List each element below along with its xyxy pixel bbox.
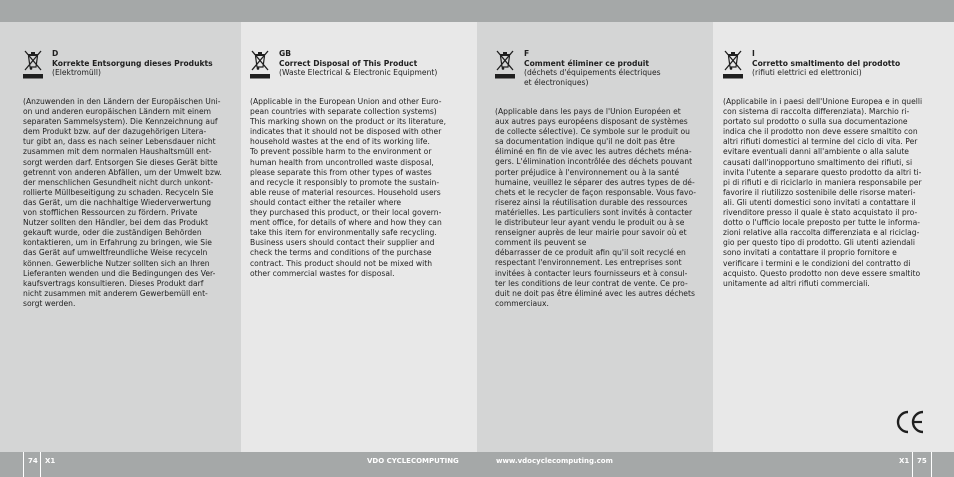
page-number-right: 75 bbox=[917, 457, 927, 465]
website-link[interactable]: www.vdocyclecomputing.com bbox=[496, 457, 613, 465]
section-title: Comment éliminer ce produit bbox=[524, 58, 650, 68]
language-code: F bbox=[524, 49, 530, 58]
language-code: GB bbox=[279, 49, 292, 58]
language-code: D bbox=[52, 49, 59, 58]
section-subtitle: (Elektromüll) bbox=[52, 68, 101, 78]
section-italian bbox=[713, 22, 954, 452]
section-subtitle: (déchets d'équipements électriques et électroniques) bbox=[524, 68, 661, 87]
ce-mark-icon bbox=[895, 409, 925, 435]
section-german bbox=[0, 22, 241, 452]
section-subtitle: (rifiuti elettrici ed elettronici) bbox=[752, 68, 862, 78]
footer-divider bbox=[23, 452, 24, 477]
footer-bar bbox=[0, 452, 954, 477]
top-bar bbox=[0, 0, 954, 22]
section-subtitle: (Waste Electrical & Electronic Equipment) bbox=[279, 68, 438, 78]
model-name-right: X1 bbox=[899, 457, 910, 465]
crossed-out-wheeled-bin-icon bbox=[723, 49, 743, 79]
page-number-left: 74 bbox=[28, 457, 38, 465]
model-name-left: X1 bbox=[45, 457, 56, 465]
section-title: Korrekte Entsorgung dieses Produkts bbox=[52, 58, 213, 68]
section-english bbox=[241, 22, 477, 452]
footer-divider bbox=[912, 452, 913, 477]
crossed-out-wheeled-bin-icon bbox=[495, 49, 515, 79]
footer-divider bbox=[931, 452, 932, 477]
crossed-out-wheeled-bin-icon bbox=[23, 49, 43, 79]
section-body: (Applicabile in i paesi dell'Unione Europea e in quelli con sistema di raccolta differenziata). Marchio ri- portato sul prodotto o sulla sua documentazione indica che il prodotto non deve essere smaltito con altri rifiuti domestici al termine del ciclo di vita. Per evitare eventuali danni all'ambiente o alla salute causati dall'inopportuno smaltimento dei rifiuti, si invita l'utente a separare questo prodotto da altri ti- pi di rifiuti e di riciclarlo in maniera responsabile per favorire il riutilizzo sostenibile delle risorse materi- ali. Gli utenti domestici sono invitati a contattare il rivenditore presso il quale è stato acquistato il pro- dotto o l'ufficio locale preposto per tutte le informa- zioni relative alla raccolta differenziata e al riciclag- gio per questo tipo di prodotto. Gli utenti aziendali sono invitati a contattare il proprio fornitore e verificare i termini e le condizioni del contratto di acquisto. Questo prodotto non deve essere smaltito unitamente ad altri rifiuti commerciali. bbox=[723, 97, 923, 288]
section-title: Corretto smaltimento del prodotto bbox=[752, 58, 901, 68]
section-title: Correct Disposal of This Product bbox=[279, 58, 418, 68]
brand-name: VDO CYCLECOMPUTING bbox=[367, 457, 459, 465]
section-body: (Applicable dans les pays de l'Union Européen et aux autres pays européens disposant de systèmes de collecte sélective). Ce symbole sur le produit ou sa documentation indique qu'il ne doit pas être éliminé en fin de vie avec les autres déchets ména- gers. L'élimination incontrôlée des déchets pouvant porter préjudice à l'environnement ou à la santé humaine, veuillez le séparer des autres types de dé- chets et le recycler de façon responsable. Vous favo- riserez ainsi la réutilisation durable des ressources matérielles. Les particuliers sont invités à contacter le distributeur leur ayant vendu le produit ou à se renseigner auprès de leur mairie pour savoir où et comment ils peuvent se débarrasser de ce produit afin qu'il soit recyclé en respectant l'environnement. Les entreprises sont invitées à contacter leurs fournisseurs et à consul- ter les conditions de leur contrat de vente. Ce pro- duit ne doit pas être éliminé avec les autres déchets commerciaux. bbox=[495, 107, 697, 308]
footer-divider bbox=[40, 452, 41, 477]
crossed-out-wheeled-bin-icon bbox=[250, 49, 270, 79]
section-body: (Anzuwenden in den Ländern der Europäischen Uni- on und anderen europäischen Ländern mit einem separaten Sammelsystem). Die Kennzeichnung auf dem Produkt bzw. auf der dazugehörigen Litera- tur gibt an, dass es nach seiner Lebensdauer nicht zusammen mit dem normalen Haushaltsmüll ent- sorgt werden darf. Entsorgen Sie dieses Gerät bitte getrennt von anderen Abfällen, um der Umwelt bzw. der menschlichen Gesundheit nicht durch unkont- rollierte Müllbeseitigung zu schaden. Recyceln Sie das Gerät, um die nachhaltige Wiederverwertung von stofflichen Ressourcen zu fördern. Private Nutzer sollten den Händler, bei dem das Produkt gekauft wurde, oder die zuständigen Behörden kontaktieren, um in Erfahrung zu bringen, wie Sie das Gerät auf umweltfreundliche Weise recyceln können. Gewerbliche Nutzer sollten sich an Ihren Lieferanten wenden und die Bedingungen des Ver- kaufsvertrags konsultieren. Dieses Produkt darf nicht zusammen mit anderem Gewerbemüll ent- sorgt werden. bbox=[23, 97, 222, 308]
section-body: (Applicable in the European Union and other Euro- pean countries with separate collection systems) This marking shown on the product or its literature, indicates that it should not be disposed with other household wastes at the end of its working life. To prevent possible harm to the environment or human health from uncontrolled waste disposal, please separate this from other types of wastes and recycle it responsibly to promote the sustain- able reuse of material resources. Household users should contact either the retailer where they purchased this product, or their local govern- ment office, for details of where and how they can take this item for environmentally safe recycling. Business users should contact their supplier and check the terms and conditions of the purchase contract. This product should not be mixed with other commercial wastes for disposal. bbox=[250, 97, 446, 278]
language-code: I bbox=[752, 49, 755, 58]
section-french bbox=[477, 22, 713, 452]
